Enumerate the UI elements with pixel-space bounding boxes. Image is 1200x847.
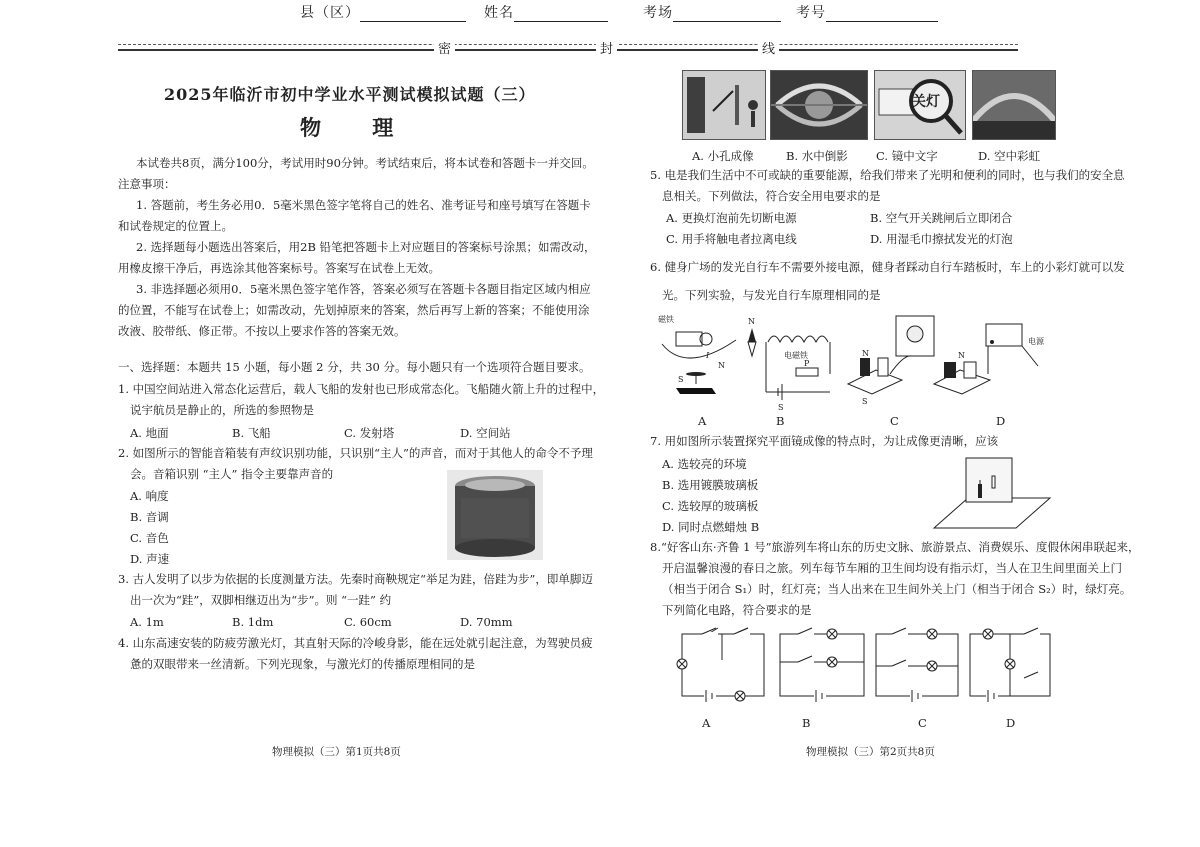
q2-text: 2. 如图所示的智能音箱装有声纹识别功能，只识别“主人”的声音，而对于其他人的命令不予理	[118, 446, 593, 460]
intro-text: 本试卷共8页，满分100分，考试用时90分钟。考试结束后，将本试卷和答题卡一并交回。	[136, 156, 594, 170]
q6-diagram-a	[656, 314, 752, 410]
q2-option-a: A. 响度	[130, 489, 169, 503]
svg-text:P: P	[804, 359, 810, 368]
mirror-text-image	[874, 70, 966, 140]
q6-text: 6. 健身广场的发光自行车不需要外接电源，健身者踩动自行车踏板时，车上的小彩灯就可以发	[650, 260, 1125, 274]
svg-text:S: S	[778, 403, 784, 412]
q4-option-a: A. 小孔成像	[692, 149, 754, 163]
q1-text: 1. 中国空间站进入常态化运营后，载人飞船的发射也已形成常态化。飞船随火箭上升的过程中，	[118, 382, 605, 396]
seal-char-mi: 密	[434, 38, 455, 57]
svg-text:S: S	[862, 397, 868, 406]
note-line: 1. 答题前，考生务必用0．5毫米黑色签字笔将自己的姓名、准考证号和座号填写在答题卡	[136, 198, 591, 212]
smart-speaker-image	[447, 470, 543, 560]
svg-text:N: N	[862, 349, 869, 358]
q8-circuit-d	[966, 626, 1056, 698]
power-supply-label: 电源	[1028, 337, 1044, 346]
q3-option-d: D. 70mm	[460, 615, 513, 629]
q5-option-b: B. 空气开关跳闸后立即闭合	[870, 211, 1013, 225]
seal-char-feng: 封	[596, 38, 617, 57]
q7-option-d: D. 同时点燃蜡烛 B	[662, 520, 760, 534]
sign-text: 关灯	[912, 94, 940, 110]
notes-heading: 注意事项：	[118, 177, 176, 191]
q7-text: 7. 用如图所示装置探究平面镜成像的特点时，为让成像更清晰，应该	[650, 434, 999, 448]
exam-title: 2025年临沂市初中学业水平测试模拟试题（三）	[164, 85, 536, 104]
number-field	[796, 2, 938, 22]
q6-diagram-b	[742, 314, 840, 410]
q6-label-c: C	[890, 414, 899, 428]
q7-option-a: A. 选较亮的环境	[662, 457, 747, 471]
q6-diagram-c	[842, 314, 940, 410]
q8-circuit-c	[872, 626, 962, 698]
rainbow-image	[972, 70, 1056, 140]
q3-text: 出一次为“跬”，双脚相继迈出为“步”。则 “一跬” 约	[130, 593, 392, 607]
note-line: 用橡皮擦干净后，再选涂其他答案标号。答案写在试卷上无效。	[118, 261, 440, 275]
electromagnet-label: 电磁铁	[784, 351, 808, 360]
county-field	[300, 2, 466, 22]
q4-text: 惫的双眼带来一丝清新。下列光现象，与激光灯的传播原理相同的是	[130, 657, 475, 671]
q6-label-b: B	[776, 414, 785, 428]
room-label: 考场	[643, 5, 673, 21]
q8-text: 8.“好客山东·齐鲁 1 号”旅游列车将山东的历史文脉、旅游景点、消费娱乐、度假休闲串联起来，	[650, 540, 1140, 554]
name-field	[484, 2, 608, 22]
q1-text: 说宇航员是静止的，所选的参照物是	[130, 403, 314, 417]
svg-text:N: N	[718, 361, 725, 370]
number-label: 考号	[796, 5, 826, 21]
q8-label-b: B	[802, 716, 811, 730]
q8-circuit-a	[672, 626, 770, 698]
q7-option-c: C. 选较厚的玻璃板	[662, 499, 759, 513]
page1-footer: 物理模拟（三）第1页共8页	[272, 746, 401, 758]
note-line: 3. 非选择题必须用0．5毫米黑色签字笔作答，答案必须写在答题卡各题目指定区域内相应	[136, 282, 591, 296]
q1-option-d: D. 空间站	[460, 426, 511, 440]
section-heading: 一、选择题：本题共 15 小题，每小题 2 分，共 30 分。每小题只有一个选项符合题目要求。	[118, 360, 591, 374]
q3-option-c: C. 60cm	[344, 615, 392, 629]
q3-option-a: A. 1m	[130, 615, 164, 629]
q6-text: 光。下列实验，与发光自行车原理相同的是	[662, 288, 881, 302]
q8-text: 开启温馨浪漫的春日之旅。列车每节车厢的卫生间均设有指示灯，当人在卫生间里面关上门	[662, 561, 1122, 575]
q5-text: 息相关。下列做法，符合安全用电要求的是	[662, 189, 881, 203]
q5-option-d: D. 用湿毛巾擦拭发光的灯泡	[870, 232, 1013, 246]
seal-char-xian: 线	[758, 38, 779, 57]
svg-text:N: N	[748, 317, 755, 326]
q7-mirror-diagram	[932, 454, 1052, 532]
q2-text: 会。音箱识别 “主人” 指令主要靠声音的	[130, 467, 334, 481]
q1-option-a: A. 地面	[130, 426, 169, 440]
name-label: 姓名	[484, 5, 514, 21]
q4-option-c: C. 镜中文字	[876, 149, 938, 163]
q1-option-b: B. 飞船	[232, 426, 271, 440]
q4-option-d: D. 空中彩虹	[978, 149, 1041, 163]
note-line: 2. 选择题每小题选出答案后，用2B 铅笔把答题卡上对应题目的答案标号涂黑；如需改动，	[136, 240, 596, 254]
q6-diagram-d	[928, 314, 1048, 410]
q8-label-c: C	[918, 716, 927, 730]
note-line: 和试卷规定的位置上。	[118, 219, 233, 233]
county-label: 县（区）	[300, 5, 360, 21]
q8-text: 下列简化电路，符合要求的是	[662, 603, 812, 617]
q8-label-a: A	[702, 716, 711, 730]
q8-label-d: D	[1006, 716, 1016, 730]
q7-option-b: B. 选用镀膜玻璃板	[662, 478, 759, 492]
page2-footer: 物理模拟（三）第2页共8页	[806, 746, 935, 758]
q4-text: 4. 山东高速安装的防疲劳激光灯，其直射天际的冷峻身影，能在远处就引起注意，为驾驶员疲	[118, 636, 593, 650]
q2-option-c: C. 音色	[130, 531, 169, 545]
svg-text:S: S	[678, 375, 684, 384]
note-line: 改液、胶带纸、修正带。不按以上要求作答的答案无效。	[118, 324, 406, 338]
q6-label-a: A	[698, 414, 707, 428]
subject-title: 物 理	[300, 115, 416, 140]
q8-circuit-b	[778, 626, 868, 698]
q5-option-a: A. 更换灯泡前先切断电源	[666, 211, 797, 225]
q8-text: （相当于闭合 S₁）时，红灯亮；当人出来在卫生间外关上门（相当于闭合 S₂）时，绿灯亮。	[662, 582, 1132, 596]
q2-option-d: D. 声速	[130, 552, 170, 566]
seal-line	[118, 49, 1018, 51]
seal-dashed-line	[118, 44, 1018, 46]
q1-option-c: C. 发射塔	[344, 426, 395, 440]
magnet-label: 磁铁	[658, 315, 674, 324]
q5-text: 5. 电是我们生活中不可或缺的重要能源，给我们带来了光明和便利的同时，也与我们的安全息	[650, 168, 1125, 182]
q5-option-c: C. 用手将触电者拉离电线	[666, 232, 797, 246]
q4-option-b: B. 水中倒影	[786, 149, 848, 163]
pinhole-image	[682, 70, 766, 140]
svg-text:N: N	[958, 351, 965, 360]
note-line: 的位置，不能写在试卷上；如需改动，先划掉原来的答案，然后再写上新的答案；不能使用涂	[118, 303, 590, 317]
q3-text: 3. 古人发明了以步为依据的长度测量方法。先秦时商鞅规定“举足为跬，倍跬为步”，即单脚迈	[118, 572, 593, 586]
svg-text:I: I	[706, 351, 710, 360]
room-field	[643, 2, 781, 22]
q2-option-b: B. 音调	[130, 510, 169, 524]
reflection-bridge-image	[770, 70, 868, 140]
q6-label-d: D	[996, 414, 1006, 428]
q3-option-b: B. 1dm	[232, 615, 274, 629]
